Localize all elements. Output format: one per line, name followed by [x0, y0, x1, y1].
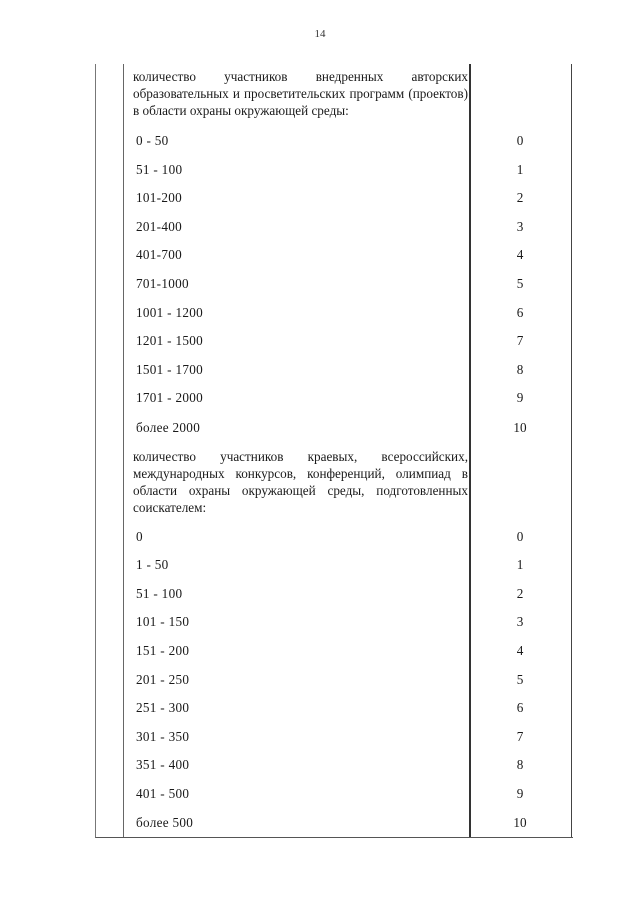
- score-value: 2: [516, 586, 524, 601]
- range-label: 1701 - 2000: [136, 390, 204, 405]
- score-value: 8: [516, 362, 524, 377]
- range-label: 201 - 250: [136, 672, 190, 687]
- range-label: 101-200: [136, 190, 183, 205]
- column-divider-left: [123, 64, 124, 837]
- score-value: 2: [516, 190, 524, 205]
- score-value: 8: [516, 757, 524, 772]
- column-divider-right: [469, 64, 471, 837]
- table-right-border: [571, 64, 572, 837]
- range-label: 401-700: [136, 247, 183, 262]
- score-value: 3: [516, 614, 524, 629]
- range-label: 1501 - 1700: [136, 362, 204, 377]
- range-label: 151 - 200: [136, 643, 190, 658]
- range-label: более 2000: [136, 420, 201, 435]
- range-label: 1201 - 1500: [136, 333, 204, 348]
- score-value: 7: [516, 333, 524, 348]
- score-value: 3: [516, 219, 524, 234]
- range-label: 351 - 400: [136, 757, 190, 772]
- range-label: 0: [136, 529, 143, 544]
- range-label: 251 - 300: [136, 700, 190, 715]
- range-label: более 500: [136, 815, 194, 830]
- score-value: 7: [516, 729, 524, 744]
- score-value: 9: [516, 786, 524, 801]
- score-value: 1: [516, 557, 524, 572]
- range-label: 101 - 150: [136, 614, 190, 629]
- score-value: 4: [516, 247, 524, 262]
- range-label: 401 - 500: [136, 786, 190, 801]
- criterion-text: количество участников краевых, всероссийских, международных конкурсов, конференций, олимпиад в области охраны окружающей среды, подготовленных соискателем:: [133, 449, 468, 515]
- score-value: 6: [516, 305, 524, 320]
- range-label: 1001 - 1200: [136, 305, 204, 320]
- range-label: 51 - 100: [136, 162, 183, 177]
- range-label: 1 - 50: [136, 557, 169, 572]
- score-value: 6: [516, 700, 524, 715]
- score-value: 0: [516, 529, 524, 544]
- criterion-text: количество участников внедренных авторских образовательных и просветительских программ (проектов) в области охраны окружающей среды:: [133, 69, 468, 118]
- page-number: 14: [314, 28, 326, 40]
- score-value: 5: [516, 672, 524, 687]
- score-value: 4: [516, 643, 524, 658]
- range-label: 301 - 350: [136, 729, 190, 744]
- score-value: 1: [516, 162, 524, 177]
- score-value: 9: [516, 390, 524, 405]
- range-label: 201-400: [136, 219, 183, 234]
- score-value: 10: [513, 420, 527, 435]
- range-label: 701-1000: [136, 276, 189, 291]
- range-label: 0 - 50: [136, 133, 169, 148]
- score-value: 0: [516, 133, 524, 148]
- score-value: 5: [516, 276, 524, 291]
- range-label: 51 - 100: [136, 586, 183, 601]
- score-value: 10: [513, 815, 527, 830]
